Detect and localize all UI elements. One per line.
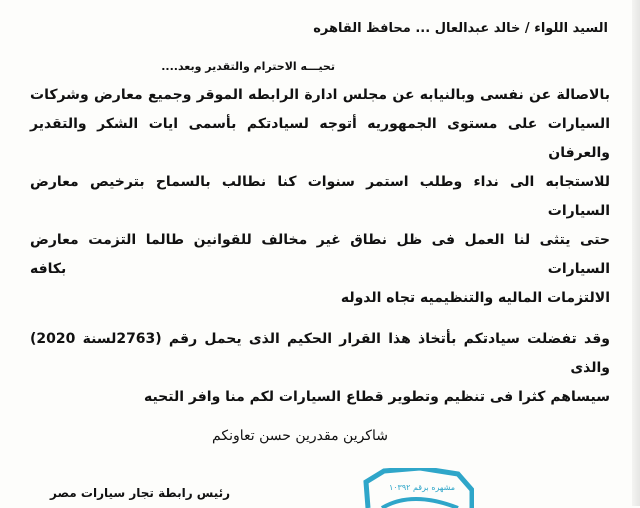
body-paragraph-2 <box>30 325 610 412</box>
stamp-text: مشهره برقم ١٠٣٩٢ <box>388 483 456 492</box>
page-edge-shadow <box>632 0 640 506</box>
association-stamp <box>362 468 474 508</box>
stamp-inner-arc <box>382 499 458 508</box>
body-line: الالتزمات الماليه والتنظيميه تجاه الدوله <box>340 290 610 306</box>
closing-line: شاكرين مقدرين حسن تعاونكم <box>212 428 388 444</box>
letter-body <box>30 0 610 506</box>
body-line: للاستجابه الى نداء وطلب استمر سنوات كنا نطالب بالسماح بترخيص معارض السيارات <box>30 174 610 219</box>
recipient-line: السيد اللواء / خالد عبدالعال ... محافظ القاهره <box>313 21 608 36</box>
body-line: حتى يتثى لنا العمل فى ظل نطاق غير مخالف للقوانين طالما التزمت معارض السيارات بكافه <box>30 232 610 277</box>
body-line: سيساهم كثرا فى تنظيم وتطوير قطاع السيارات لكم منا وافر التحيه <box>143 389 610 405</box>
body-line: وقد تفضلت سيادتكم بأتخاذ هذا القرار الحكيم الذى يحمل رقم (2763لسنة 2020) والذى <box>30 331 610 376</box>
body-line: السيارات على مستوى الجمهوريه أتوجه لسيادتكم بأسمى ايات الشكر والتقدير والعرفان <box>30 116 610 161</box>
body-line: بالاصالة عن نفسى وبالنيابه عن مجلس ادارة الرابطه الموقر وجميع معارض وشركات <box>30 87 610 103</box>
signature-title: رئيس رابطة تجار سيارات مصر <box>50 486 231 500</box>
salutation-line: تحيـــه الاحترام والتقدير وبعد.... <box>161 60 335 73</box>
body-paragraph-1 <box>30 81 610 313</box>
signature-area <box>30 446 610 506</box>
